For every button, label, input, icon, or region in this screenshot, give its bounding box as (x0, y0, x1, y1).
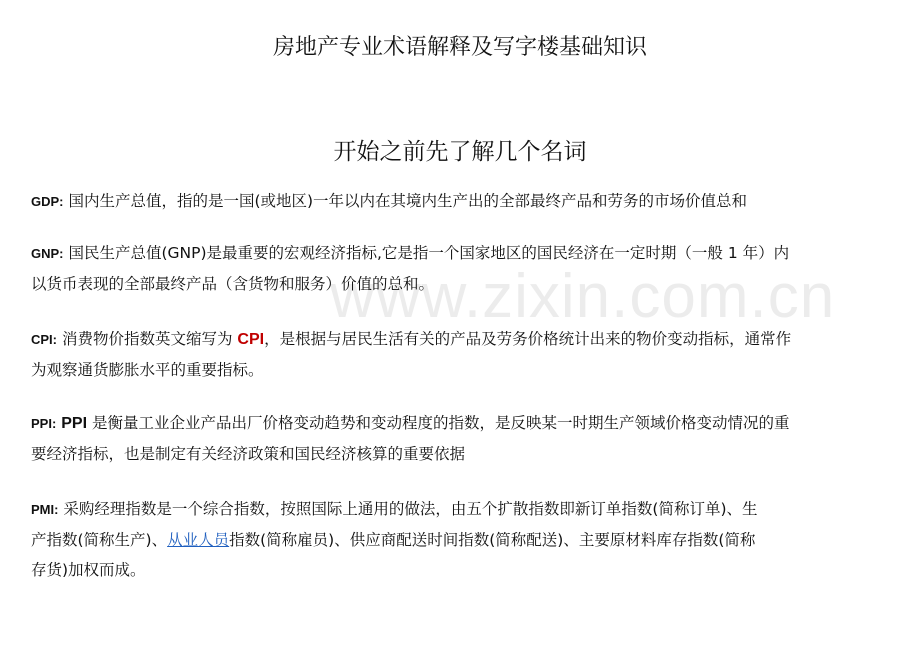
gnp-definition-line1: 国民生产总值(GNP)是最重要的宏观经济指标,它是指一个国家地区的国民经济在一定时期（一般 1 年）内 (68, 244, 790, 262)
gnp-term: GNP: (31, 246, 64, 261)
watermark: www.zixin.com.cn (330, 262, 836, 331)
employment-link[interactable]: 从业人员 (167, 531, 230, 549)
pmi-definition-line2-start: 产指数(简称生产)、 (31, 531, 168, 549)
pmi-paragraph (31, 494, 889, 585)
gdp-paragraph (31, 186, 889, 217)
gdp-definition: 国内生产总值，指的是一国(或地区)一年以内在其境内生产出的全部最终产品和劳务的市场价值总和 (68, 192, 748, 210)
gnp-paragraph (31, 238, 889, 299)
ppi-definition-line1: 是衡量工业企业产品出厂价格变动趋势和变动程度的指数，是反映某一时期生产领域价格变动情况的重 (91, 414, 790, 432)
pmi-definition-line3: 存货)加权而成。 (31, 561, 146, 579)
cpi-definition-start: 消费物价指数英文缩写为 (61, 330, 233, 348)
cpi-definition-rest: ，是根据与居民生活有关的产品及劳务价格统计出来的物价变动指标，通常作 (264, 330, 792, 348)
section-subtitle: 开始之前先了解几个名词 (333, 139, 587, 165)
pmi-definition-line1: 采购经理指数是一个综合指数，按照国际上通用的做法，由五个扩散指数即新订单指数(简称订单)、生 (63, 500, 758, 518)
gdp-term: GDP: (31, 194, 64, 209)
ppi-highlight: PPI (61, 415, 88, 432)
cpi-paragraph (31, 324, 889, 385)
ppi-definition-line2: 要经济指标，也是制定有关经济政策和国民经济核算的重要依据 (31, 445, 466, 463)
ppi-term: PPI: (31, 416, 57, 431)
cpi-definition-line2: 为观察通货膨胀水平的重要指标。 (31, 361, 264, 379)
ppi-paragraph (31, 408, 889, 469)
cpi-highlight: CPI (237, 331, 265, 348)
page-title: 房地产专业术语解释及写字楼基础知识 (272, 35, 647, 60)
pmi-term: PMI: (31, 502, 59, 517)
pmi-definition-line2-rest: 指数(简称雇员)、供应商配送时间指数(简称配送)、主要原材料库存指数(简称 (229, 531, 756, 549)
cpi-term: CPI: (31, 332, 57, 347)
gnp-definition-line2: 以货币表现的全部最终产品（含货物和服务）价值的总和。 (31, 275, 435, 293)
